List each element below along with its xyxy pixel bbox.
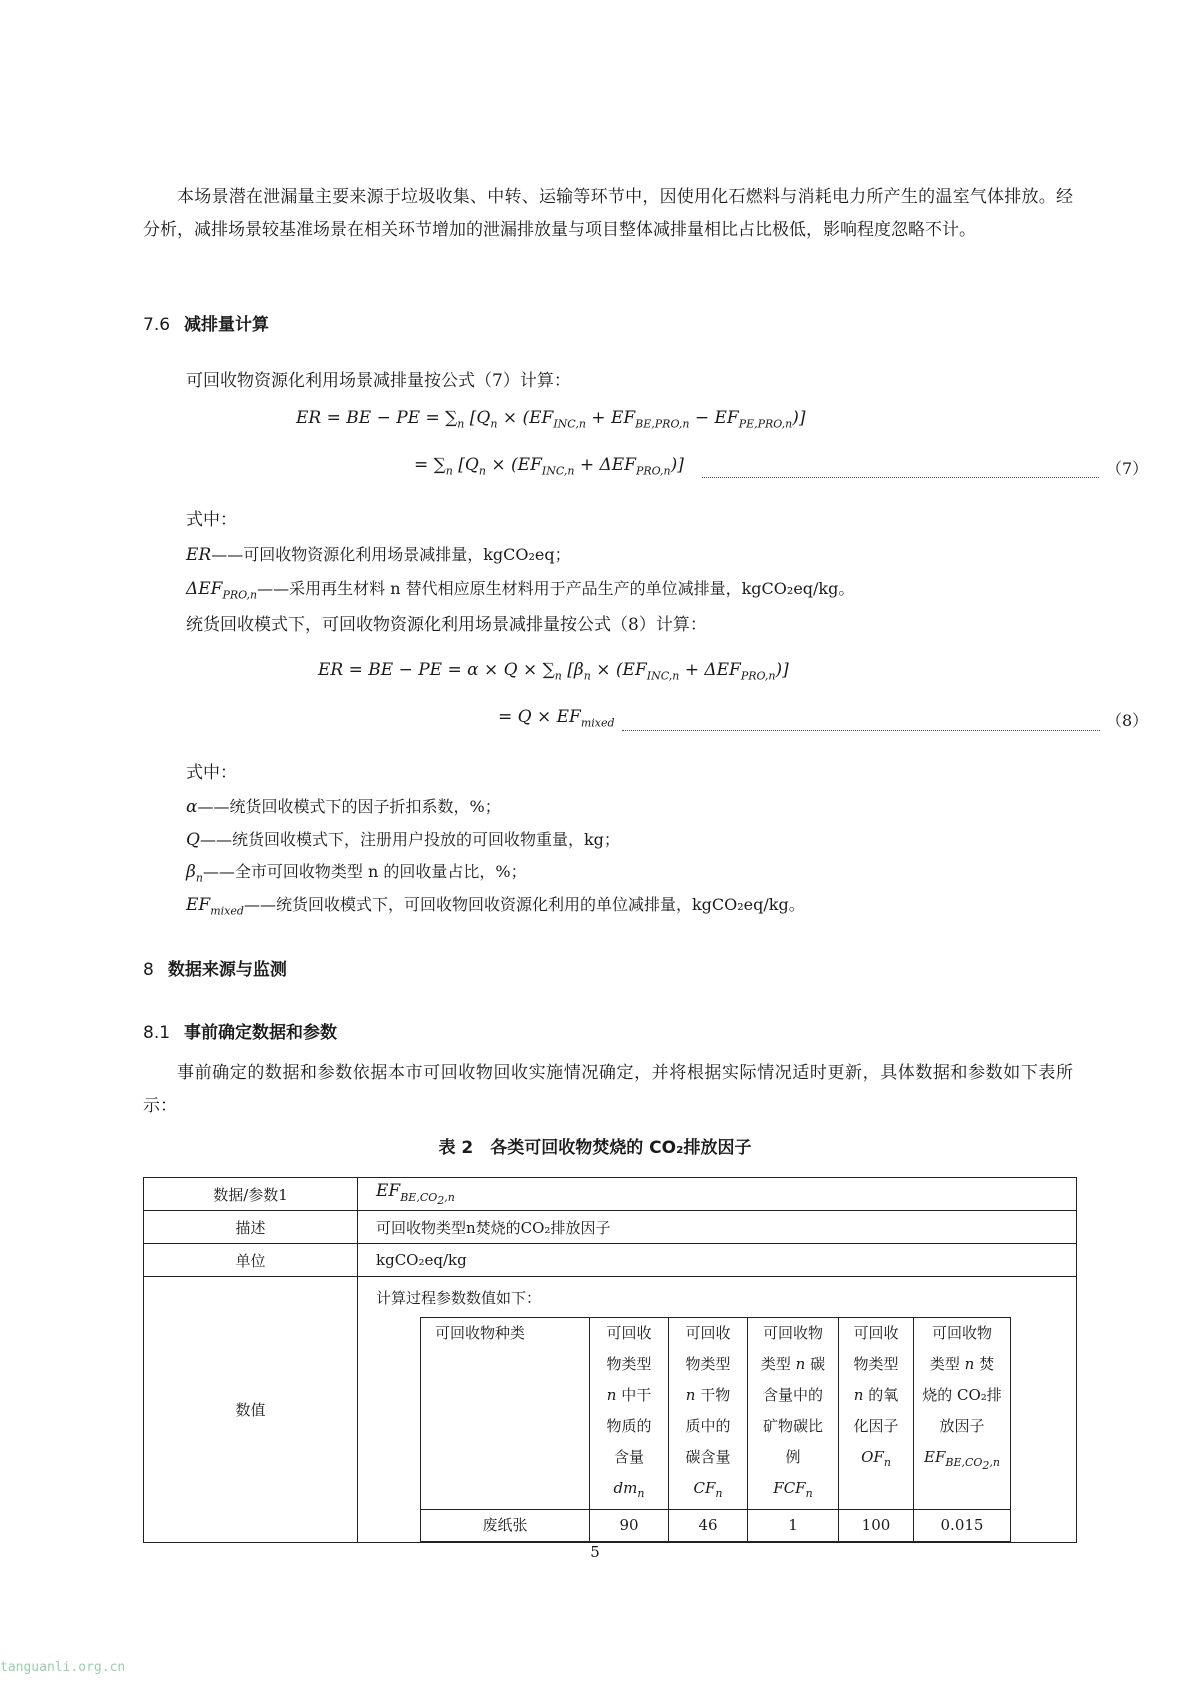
inner-cell: 100 (839, 1510, 914, 1542)
inner-header: 可回收 物类型 n 的氧 化因子 $OF_n$ (839, 1318, 914, 1510)
inner-data-row (421, 1510, 1011, 1542)
inner-cell: 废纸张 (421, 1510, 590, 1542)
section-heading-7-6 (143, 310, 269, 335)
inner-cell: 1 (748, 1510, 839, 1542)
formula8-line2: = $Q \times EF_{mixed}$ (498, 707, 615, 730)
definition-q: Q——统货回收模式下，注册用户投放的可回收物重量，kg； (186, 830, 620, 850)
formula7-intro: 可回收物资源化利用场景减排量按公式（7）计算： (186, 371, 571, 391)
row-label: 数据/参数1 (144, 1178, 358, 1211)
emission-factor-table (143, 1177, 1077, 1543)
inner-header: 可回收 物类型 n 干物 质中的 碳含量 $CF_n$ (669, 1318, 748, 1510)
paragraph-8-1: 事前确定的数据和参数依据本市可回收物回收实施情况确定，并将根据实际情况适时更新，具体数据和参数如下表所示： (143, 1063, 1073, 1116)
definition-er: ER——可回收物资源化利用场景减排量，kgCO₂eq； (186, 545, 571, 565)
calc-intro: 计算过程参数数值如下： (376, 1289, 542, 1307)
where-label-1: 式中： (186, 510, 237, 530)
table-row (144, 1277, 1077, 1543)
inner-header: 可回收物 类型 n 焚 烧的 CO₂排 放因子 $EF_{BE,CO_2,n}$ (914, 1318, 1011, 1510)
inner-cell: 0.015 (914, 1510, 1011, 1542)
inner-header-row (421, 1318, 1011, 1510)
inner-cell: 90 (590, 1510, 669, 1542)
row-value: kgCO₂eq/kg (358, 1244, 1077, 1277)
section-heading-8 (143, 955, 287, 980)
definition-alpha: α——统货回收模式下的因子折扣系数，%； (186, 797, 501, 817)
row-label: 描述 (144, 1211, 358, 1244)
formula7-leader-dots (702, 477, 1099, 478)
page-number: 5 (590, 1543, 600, 1561)
definition-ef-mixed: $EF_{mixed}——$统货回收模式下，可回收物回收资源化利用的单位减排量，kgCO₂eq/kg。 (186, 895, 805, 918)
definition-delta-ef: $\Delta EF_{PRO,n}——$采用再生材料 n 替代相应原生材料用于产品生产的单位减排量，kgCO₂eq/kg。 (186, 579, 855, 602)
formula7-line1: ER = BE − PE = $\sum_n$ $[Q_n \times (EF_{INC,n} + EF_{BE,PRO,n} - EF_{PE,PRO,n})]$ (296, 408, 806, 431)
where-label-2: 式中： (186, 763, 237, 783)
section-title: 减排量计算 (184, 315, 270, 335)
row-value-calc (358, 1277, 1077, 1543)
row-label: 单位 (144, 1244, 358, 1277)
section-heading-8-1 (143, 1018, 337, 1043)
inner-header: 可回收物种类 (421, 1318, 590, 1510)
inner-header: 可回收物 类型 n 碳 含量中的 矿物碳比 例 $FCF_n$ (748, 1318, 839, 1510)
watermark: tanguanli.org.cn (0, 1660, 126, 1675)
formula8-intro: 统货回收模式下，可回收物资源化利用场景减排量按公式（8）计算： (186, 615, 707, 635)
section-number: 8.1 (143, 1023, 171, 1043)
formula8-line1: ER = BE − PE = $\alpha \times Q \times \sum_n$ $[\beta_n \times (EF_{INC,n} + \Delta EF_{PRO,n})]$ (318, 660, 789, 683)
formula7-line2: = $\sum_n$ $[Q_n \times (EF_{INC,n} + \Delta EF_{PRO,n})]$ (414, 455, 684, 478)
table-caption: 表 2 各类可回收物焚烧的 CO₂排放因子 (438, 1138, 752, 1158)
section-number: 7.6 (143, 315, 171, 335)
formula8-number: （8） (1106, 711, 1149, 730)
formula8-leader-dots (622, 730, 1100, 731)
row-value: 可回收物类型n焚烧的CO₂排放因子 (358, 1211, 1077, 1244)
section-number: 8 (143, 960, 154, 980)
definition-beta: $\beta_n——$全市可回收物类型 n 的回收量占比，%； (186, 862, 527, 885)
inner-cell: 46 (669, 1510, 748, 1542)
table-row (144, 1178, 1077, 1211)
table-row (144, 1244, 1077, 1277)
section-title: 事前确定数据和参数 (184, 1023, 338, 1043)
row-label: 数值 (144, 1277, 358, 1543)
parameter-symbol: $EF_{BE,CO_2,n}$ (358, 1178, 1077, 1211)
intro-paragraph: 本场景潜在泄漏量主要来源于垃圾收集、中转、运输等环节中，因使用化石燃料与消耗电力所产生的温室气体排放。经分析，减排场景较基准场景在相关环节增加的泄漏排放量与项目整体减排量相比占比极低，影响程度忽略不计。 (143, 187, 1073, 240)
section-title: 数据来源与监测 (167, 960, 287, 980)
inner-parameter-table (420, 1317, 1011, 1542)
formula7-number: （7） (1106, 459, 1149, 478)
inner-header: 可回收 物类型 n 中干 物质的 含量 $dm_n$ (590, 1318, 669, 1510)
table-row (144, 1211, 1077, 1244)
